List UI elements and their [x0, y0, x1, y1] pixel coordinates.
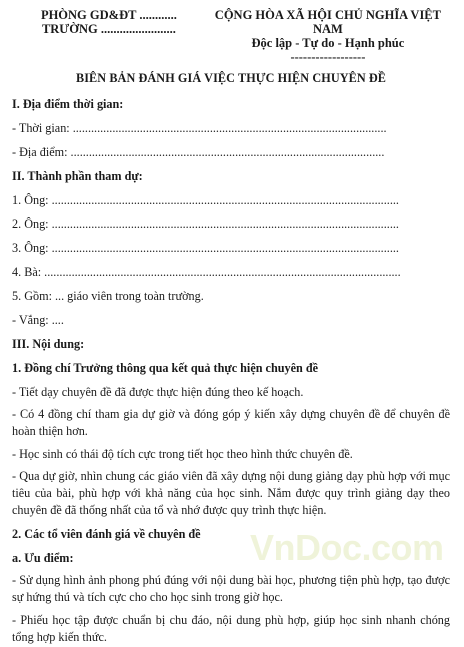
org-school: TRƯỜNG ........................ [41, 22, 176, 36]
section-3-heading: III. Nội dung: [12, 337, 85, 351]
participant-1: 1. Ông: .................................................................................................................. [12, 193, 399, 207]
document-header [12, 8, 450, 64]
header-nation [206, 8, 450, 64]
watermark-logo: VnDoc.com [250, 527, 444, 568]
participant-4: 4. Bà: ..................................................................................................................... [12, 265, 401, 279]
strength-bullet-1: - Sử dụng hình ảnh phong phú đúng với nội dung bài học, phương tiện phù hợp, tạo được sự hứng thú và tích cực cho cho học sinh trong giờ học. [12, 573, 450, 604]
participant-2: 2. Ông: .................................................................................................................. [12, 217, 399, 231]
strengths-heading: a. Ưu điểm: [12, 551, 74, 565]
org-department: PHÒNG GD&ĐT ............ [40, 8, 177, 22]
section-2-heading: II. Thành phần tham dự: [12, 169, 143, 183]
content-bullet-3: - Học sinh có thái độ tích cực trong tiết học theo hình thức chuyên đề. [12, 447, 353, 461]
content-bullet-4: - Qua dự giờ, nhìn chung các giáo viên đã xây dựng nội dung giảng dạy phù hợp với mục tiêu của bài, phù hợp với khả năng của học sinh. Nắm được quy trình giảng dạy theo chuyên đề đã thống nhất của tổ và nhớ được quy trình thực hiện. [12, 469, 450, 517]
content-bullet-2: - Có 4 đồng chí tham gia dự giờ và đóng góp ý kiến xây dựng chuyên đề để chuyên đề hoàn thiện hơn. [12, 407, 450, 438]
place-line: - Địa điểm: ....................................................................................................... [12, 145, 385, 159]
absent-line: - Vắng: .... [12, 313, 64, 327]
header-divider: ------------------ [290, 50, 366, 64]
nation-name: CỘNG HÒA XÃ HỘI CHỦ NGHĨA VIỆT NAM [214, 8, 441, 36]
participant-5: 5. Gồm: ... giáo viên trong toàn trường. [12, 289, 204, 303]
section-1-heading: I. Địa điểm thời gian: [12, 97, 124, 111]
content-bullet-1: - Tiết dạy chuyên đề đã được thực hiện đúng theo kế hoạch. [12, 385, 304, 399]
document-title: BIÊN BẢN ĐÁNH GIÁ VIỆC THỰC HIỆN CHUYÊN ĐỀ [75, 71, 387, 85]
strength-bullet-2: - Phiếu học tập được chuẩn bị chu đáo, nội dung phù hợp, giúp học sinh nhanh chóng tổng hợp kiến thức. [12, 613, 450, 644]
header-organization [12, 8, 206, 64]
subsection-2-heading: 2. Các tổ viên đánh giá về chuyên đề [12, 527, 201, 541]
subsection-1-heading: 1. Đồng chí Trưởng thông qua kết quả thực hiện chuyên đề [12, 361, 319, 375]
nation-motto: Độc lập - Tự do - Hạnh phúc [251, 36, 405, 50]
participant-3: 3. Ông: .................................................................................................................. [12, 241, 399, 255]
time-line: - Thời gian: ....................................................................................................... [12, 121, 387, 135]
